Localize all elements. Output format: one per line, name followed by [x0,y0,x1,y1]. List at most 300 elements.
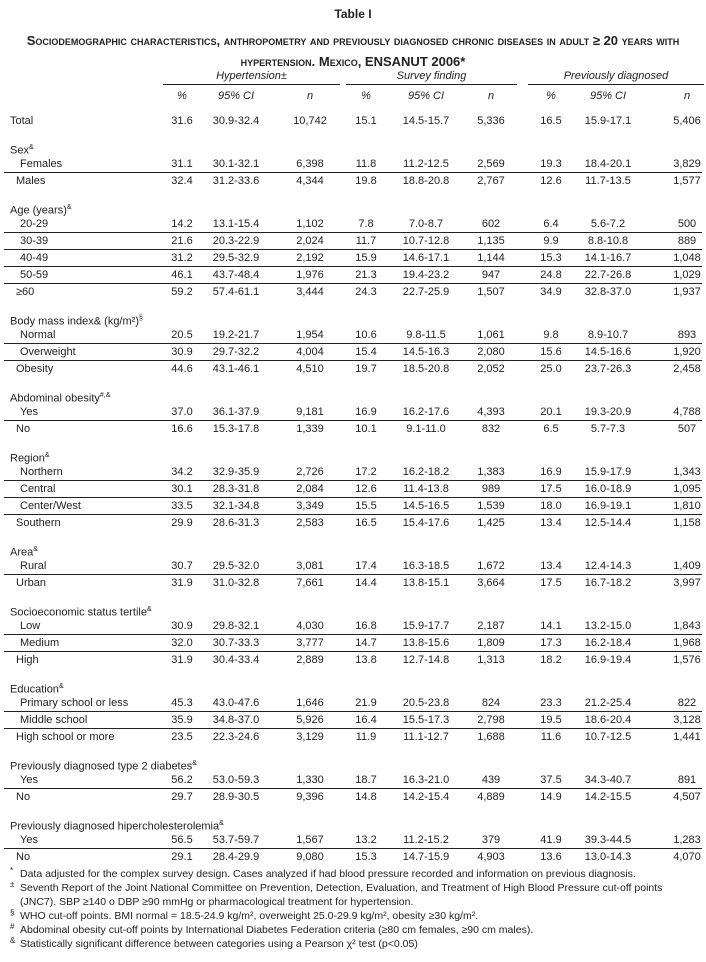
table-row [4,481,702,498]
table-cell: 29.8-32.1 [212,620,260,632]
table-cell: 13.1-15.4 [212,218,260,230]
table-cell: 14.6-17.1 [402,252,450,264]
column-header: n [487,90,495,102]
table-cell: 3,349 [296,500,324,512]
table-cell: 17.5 [540,483,562,495]
group-header [0,678,706,695]
table-row [4,216,702,233]
table-cell: 7,661 [296,577,324,589]
table-cell: 14.1 [540,620,562,632]
table-cell: 2,192 [296,252,324,264]
group-header [0,387,706,404]
table-cell: 5,926 [296,714,324,726]
table-cell: 45.3 [171,697,193,709]
row-label: Center/West [20,500,81,512]
group-header-label: Age (years) [10,204,67,217]
table-cell: 2,569 [477,158,505,170]
table-cell: 31.6 [171,115,193,127]
table-cell: 37.0 [171,406,193,418]
table-cell: 15.9-17.1 [584,115,632,127]
table-cell: 28.4-29.9 [212,851,260,863]
table-cell: 2,889 [296,654,324,666]
footnote-marker: #,& [99,392,111,399]
column-header: n [683,90,691,102]
table-cell: 989 [481,483,501,495]
table-cell: 16.4 [355,714,377,726]
column-group-survey-finding: Survey finding [346,70,517,85]
table-cell: 11.2-12.5 [403,158,449,170]
table-cell: 4,788 [673,406,701,418]
table-cell: 34.9 [540,286,562,298]
table-cell: 43.0-47.6 [212,697,260,709]
row-label: Urban [16,577,46,589]
table-cell: 59.2 [171,286,193,298]
table-cell: 891 [677,774,697,786]
group-header-label: Education [10,683,59,696]
table-cell: 29.1 [171,851,193,863]
group-header-label: Previously diagnosed type 2 diabetes [10,760,193,773]
table-cell: 15.9 [355,252,377,264]
table-cell: 14.2 [171,218,193,230]
table-cell: 14.7 [355,637,377,649]
table-cell: 19.5 [540,714,562,726]
row-group [0,601,706,668]
table-cell: 17.3 [540,637,562,649]
table-cell: 3,997 [673,577,701,589]
table-cell: 21.3 [355,269,377,281]
table-cell: 16.3-18.5 [402,560,450,572]
table-cell: 23.5 [171,731,193,743]
table-cell: 15.3 [355,851,377,863]
group-header-label: Body mass index& (kg/m²) [10,315,139,328]
table-cell: 11.6 [540,731,562,743]
table-cell: 1,095 [673,483,701,495]
table-cell: 43.7-48.4 [212,269,260,281]
table-row [0,515,706,531]
table-cell: 4,004 [296,346,324,358]
table-cell: 15.6 [540,346,562,358]
table-cell: 31.1 [171,158,193,170]
row-label: 30-39 [20,235,49,247]
table-cell: 15.9-17.7 [402,620,450,632]
table-cell: 1,441 [673,731,701,743]
footnote-text: Statistically significant difference between categories using a Pearson χ² test (p<0.05) [20,938,418,950]
table-cell: 19.7 [355,363,377,375]
footnote-marker: & [10,936,16,945]
table-cell: 1,158 [673,517,701,529]
table-cell: 1,810 [673,500,701,512]
footnote-marker: § [138,315,143,322]
table-cell: 11.8 [355,158,377,170]
table-cell: 3,129 [296,731,324,743]
footnote-text: WHO cut-off points. BMI normal = 18.5-24.9 kg/m², overweight 25.0-29.9 kg/m², obesity ≥30 kg/m². [20,910,479,922]
footnote-marker: § [10,908,15,917]
row-group [0,199,706,300]
table-cell: 1,920 [673,346,701,358]
table-cell: 39.3-44.5 [584,834,632,846]
table-row [4,772,702,789]
footnote [10,937,700,951]
table-cell: 34.2 [171,466,193,478]
table-cell: 20.5 [171,329,193,341]
table-row [4,267,702,284]
row-label: Normal [20,329,56,341]
table-cell: 30.4-33.4 [212,654,260,666]
table-cell: 14.5-16.3 [402,346,450,358]
footnote-text: Data adjusted for the complex survey design. Cases analyzed if had blood pressure recorded and information on previous diagnosis. [20,868,636,880]
table-cell: 16.8 [355,620,377,632]
footnote-marker: & [28,144,34,151]
table-cell: 16.0-18.9 [584,483,632,495]
table-cell: 20.1 [540,406,562,418]
row-label: Yes [20,834,38,846]
group-header-label: Sex [10,144,29,157]
table-row [4,558,702,575]
table-cell: 43.1-46.1 [212,363,260,375]
column-header: 95% CI [589,90,627,102]
group-header [0,310,706,327]
table-cell: 32.8-37.0 [584,286,632,298]
table-cell: 15.3-17.8 [212,423,260,435]
table-cell: 10.7-12.8 [402,235,450,247]
group-header-label: Area [10,546,34,559]
table-row [4,344,702,361]
table-number: Table I [334,7,372,21]
table-cell: 30.1-32.1 [212,158,260,170]
table-cell: 32.4 [171,175,193,187]
table-cell: 3,444 [296,286,324,298]
table-cell: 10.1 [355,423,377,435]
table-cell: 947 [481,269,501,281]
table-cell: 16.3-21.0 [402,774,450,786]
footnote-marker: & [58,683,64,690]
table-cell: 28.3-31.8 [212,483,260,495]
table-cell: 15.1 [355,115,377,127]
table-cell: 8.8-10.8 [587,235,629,247]
table-cell: 1,283 [673,834,701,846]
table-row [4,250,702,267]
table-cell: 5.6-7.2 [590,218,626,230]
table-cell: 13.8-15.6 [402,637,450,649]
column-header: % [361,90,371,102]
table-cell: 32.1-34.8 [212,500,260,512]
table-cell: 4,393 [477,406,505,418]
group-header [0,815,706,832]
table-cell: 1,409 [673,560,701,572]
table-cell: 11.4-13.8 [403,483,449,495]
table-cell: 9,181 [296,406,324,418]
row-label: Yes [20,406,38,418]
table-cell: 1,144 [477,252,505,264]
table-cell: 1,968 [673,637,701,649]
table-row [4,327,702,344]
table-cell: 34.8-37.0 [212,714,260,726]
table-row [0,173,706,189]
table-cell: 824 [481,697,501,709]
table-cell: 15.4 [355,346,377,358]
table-cell: 34.3-40.7 [584,774,632,786]
table-cell: 33.5 [171,500,193,512]
table-cell: 36.1-37.9 [212,406,260,418]
table-cell: 8.9-10.7 [587,329,629,341]
table-cell: 15.5-17.3 [402,714,450,726]
table-cell: 10,742 [293,115,327,127]
table-cell: 41.9 [540,834,562,846]
table-cell: 18.7 [355,774,377,786]
footnote-marker: # [10,922,15,931]
table-cell: 29.5-32.0 [212,560,260,572]
row-label: Rural [20,560,47,572]
row-group [0,387,706,437]
footnote-marker: & [44,452,50,459]
table-cell: 22.7-26.8 [584,269,632,281]
table-cell: 56.2 [171,774,193,786]
row-label: No [16,423,31,435]
table-cell: 1,976 [296,269,324,281]
table-cell: 18.2 [540,654,562,666]
footnote-marker: & [192,760,197,767]
table-cell: 9.8 [543,329,559,341]
table-cell: 18.5-20.8 [402,363,450,375]
table-cell: 2,052 [477,363,505,375]
table-cell: 893 [677,329,697,341]
table-cell: 602 [481,218,501,230]
table-cell: 9.9 [543,235,559,247]
table-cell: 13.0-14.3 [584,851,632,863]
table-cell: 1,383 [477,466,505,478]
row-group [0,541,706,591]
footnote-marker: & [146,606,152,613]
table-cell: 1,048 [673,252,701,264]
table-cell: 29.5-32.9 [212,252,260,264]
row-label: Males [16,175,46,187]
table-cell: 19.2-21.7 [212,329,260,341]
footnote-marker: ± [10,880,15,889]
table-row [0,421,706,437]
table-cell: 1,135 [477,235,505,247]
table-cell: 1,567 [296,834,324,846]
table-cell: 11.1-12.7 [403,731,449,743]
table-cell: 11.9 [355,731,377,743]
table-cell: 1,330 [296,774,324,786]
table-cell: 31.9 [171,577,193,589]
table-cell: 22.7-25.9 [402,286,450,298]
table-cell: 12.4-14.3 [584,560,632,572]
table-cell: 439 [481,774,501,786]
row-label: Northern [20,466,63,478]
table-row [4,404,702,421]
table-cell: 10.6 [355,329,377,341]
table-cell: 15.9-17.9 [584,466,632,478]
table-cell: 1,809 [477,637,505,649]
table-cell: 6.5 [543,423,559,435]
table-cell: 4,344 [296,175,324,187]
row-group [0,815,706,865]
table-cell: 30.7-33.3 [212,637,260,649]
table-cell: 19.8 [355,175,377,187]
table-cell: 14.7-15.9 [402,851,450,863]
table-cell: 18.8-20.8 [402,175,450,187]
row-label: ≥60 [16,286,35,298]
table-cell: 16.9-19.1 [584,500,632,512]
table-cell: 16.9-19.4 [584,654,632,666]
table-cell: 5,406 [673,115,701,127]
group-header-label: Abdominal obesity [10,392,100,405]
table-cell: 24.3 [355,286,377,298]
row-label: Middle school [20,714,88,726]
table-cell: 1,061 [477,329,505,341]
table-cell: 3,664 [477,577,505,589]
table-cell: 2,458 [673,363,701,375]
group-header [0,601,706,618]
row-label: No [16,791,31,803]
table-cell: 22.3-24.6 [212,731,260,743]
footnote-text: Abdominal obesity cut-off points by International Diabetes Federation criteria (≥80 cm females, ≥90 cm males). [20,924,534,936]
table-cell: 31.2-33.6 [212,175,260,187]
table-cell: 25.0 [540,363,562,375]
row-label: High school or more [16,731,115,743]
table-cell: 1,688 [477,731,505,743]
group-header-label: Previously diagnosed hipercholesterolemia [10,820,220,833]
table-cell: 1,313 [477,654,505,666]
table-cell: 1,576 [673,654,701,666]
table-cell: 1,102 [296,218,324,230]
table-cell: 11.2-15.2 [403,834,449,846]
table-cell: 30.1 [171,483,193,495]
table-cell: 14.5-15.7 [402,115,450,127]
column-header: n [306,90,314,102]
group-header [0,755,706,772]
group-header [0,139,706,156]
table-row [0,729,706,745]
table-cell: 19.3-20.9 [584,406,632,418]
table-cell: 1,954 [296,329,324,341]
footnote [10,867,700,881]
footnote-marker: & [33,546,38,553]
table-cell: 1,646 [296,697,324,709]
row-label: Total [10,115,34,127]
table-body [0,113,706,865]
table-row [4,618,702,635]
row-group [0,139,706,189]
table-cell: 889 [677,235,697,247]
table-cell: 2,767 [477,175,505,187]
table-cell: 20.5-23.8 [402,697,450,709]
table-cell: 14.4 [355,577,377,589]
table-row [4,156,702,173]
table-cell: 1,507 [477,286,505,298]
table-cell: 4,903 [477,851,505,863]
table-cell: 19.4-23.2 [402,269,450,281]
table-cell: 10.7-12.5 [584,731,632,743]
table-cell: 29.7 [171,791,193,803]
table-cell: 16.6 [171,423,193,435]
table-cell: 4,507 [673,791,701,803]
table-cell: 46.1 [171,269,193,281]
column-header: 95% CI [407,90,445,102]
table-cell: 507 [677,423,697,435]
table-cell: 30.7 [171,560,193,572]
table-cell: 12.5-14.4 [584,517,632,529]
table-cell: 12.7-14.8 [402,654,450,666]
footnotes [10,867,700,951]
table-row [4,832,702,849]
table-cell: 1,843 [673,620,701,632]
table-cell: 11.7 [355,235,377,247]
column-group-hypertension: Hypertension± [163,70,340,85]
table-row [4,695,702,712]
table-cell: 1,539 [477,500,505,512]
table-cell: 6,398 [296,158,324,170]
table-cell: 18.4-20.1 [584,158,632,170]
group-header-label: Region [10,452,45,465]
table-cell: 14.2-15.5 [584,791,632,803]
table-title: Sociodemographic characteristics, anthropometry and previously diagnosed chronic diseases in adult ≥ 20 years with hypertension. Mexico, ENSANUT 2006* [26,33,680,69]
row-label: Low [20,620,41,632]
table-cell: 21.9 [355,697,377,709]
table-cell: 16.2-18.2 [402,466,450,478]
table-cell: 31.9 [171,654,193,666]
table-cell: 17.2 [355,466,377,478]
table-cell: 32.0 [171,637,193,649]
table-cell: 29.9 [171,517,193,529]
table-cell: 4,030 [296,620,324,632]
row-label: Central [20,483,56,495]
table-cell: 53.7-59.7 [212,834,260,846]
table-cell: 21.2-25.4 [584,697,632,709]
row-group [0,678,706,745]
table-cell: 29.7-32.2 [212,346,260,358]
table-cell: 3,829 [673,158,701,170]
table-cell: 1,577 [673,175,701,187]
table-cell: 23.7-26.3 [584,363,632,375]
table-cell: 5,336 [477,115,505,127]
table-cell: 2,080 [477,346,505,358]
table-cell: 57.4-61.1 [212,286,260,298]
table-cell: 17.4 [355,560,377,572]
table-cell: 2,024 [296,235,324,247]
table-cell: 53.0-59.3 [212,774,260,786]
table-cell: 16.5 [355,517,377,529]
table-cell: 379 [481,834,501,846]
table-cell: 2,726 [296,466,324,478]
table-row [4,635,702,652]
table-cell: 12.6 [540,175,562,187]
table-cell: 18.6-20.4 [584,714,632,726]
table-cell: 28.9-30.5 [212,791,260,803]
table-cell: 21.6 [171,235,193,247]
table-cell: 1,343 [673,466,701,478]
column-header: % [177,90,187,102]
footnote-text: Seventh Report of the Joint National Committee on Prevention, Detection, Evaluation, and Treatment of High Blood Pressure cut-off points (JNC7). SBP ≥140 o DBP ≥90 mmHg or pharmacological treatment for hypertension. [20,882,663,908]
table-row [0,849,706,865]
table-cell: 3,777 [296,637,324,649]
table-cell: 4,510 [296,363,324,375]
row-label: Overweight [20,346,76,358]
table-row [0,113,706,129]
footnote-marker: * [10,866,14,875]
table-cell: 16.9 [540,466,562,478]
footnote [10,881,700,909]
table-cell: 13.8-15.1 [402,577,450,589]
column-header: 95% CI [217,90,255,102]
table-cell: 1,339 [296,423,324,435]
table-cell: 16.2-18.4 [584,637,632,649]
table-cell: 7.0-8.7 [408,218,444,230]
table-cell: 9.8-11.5 [406,329,446,341]
row-label: 20-29 [20,218,49,230]
table-row [4,464,702,481]
